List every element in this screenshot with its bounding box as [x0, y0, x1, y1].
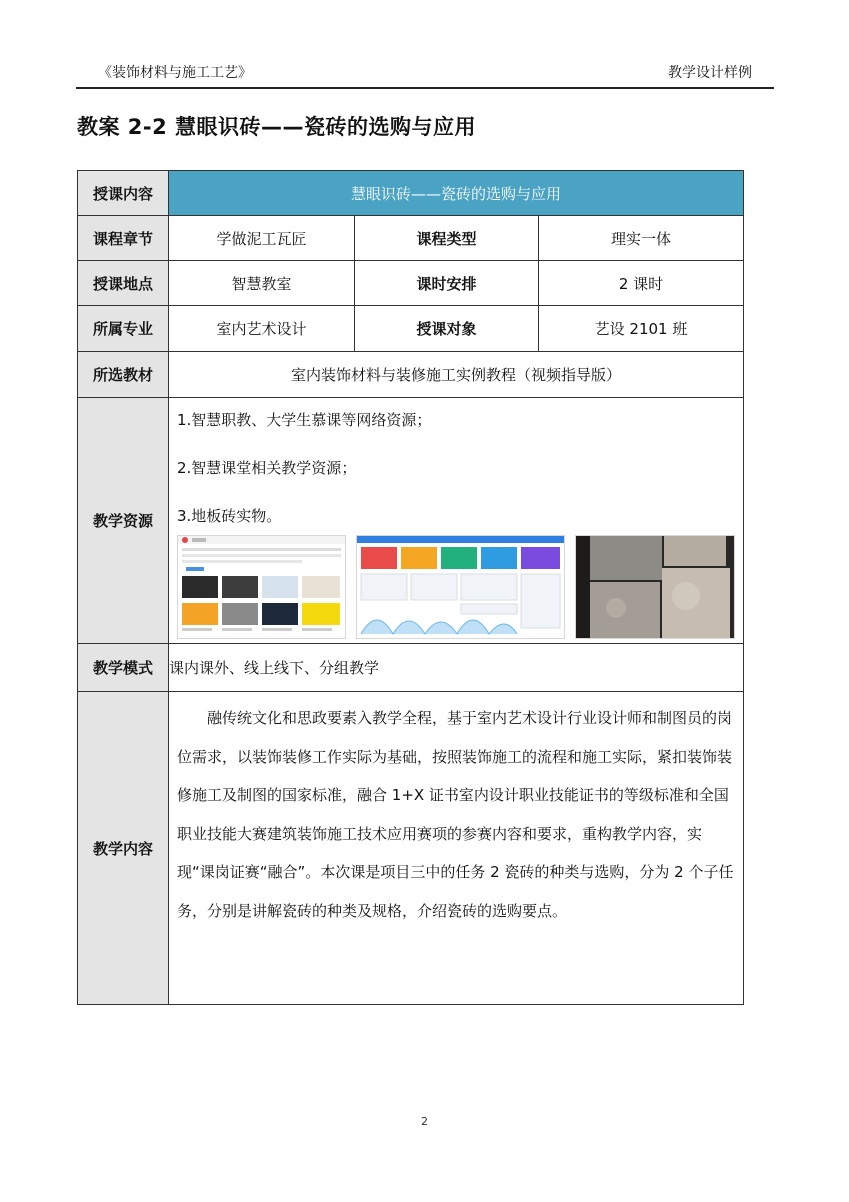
content-cell — [169, 692, 744, 1005]
header-doc-type: 教学设计样例 — [668, 65, 752, 81]
place-label: 授课地点 — [78, 261, 169, 306]
major-label: 所属专业 — [78, 306, 169, 352]
textbook-value: 室内装饰材料与装修施工实例教程（视频指导版） — [169, 352, 744, 398]
row-major — [78, 306, 744, 352]
mode-value: 课内课外、线上线下、分组教学 — [169, 644, 744, 692]
mooc-site-screenshot — [177, 535, 346, 639]
place-value: 智慧教室 — [169, 261, 355, 306]
row-topic — [78, 171, 744, 216]
resource-item-2: 2.智慧课堂相关教学资源； — [177, 459, 357, 477]
course-type-value: 理实一体 — [539, 216, 744, 261]
topic-label: 授课内容 — [78, 171, 169, 216]
resources-label: 教学资源 — [78, 398, 169, 644]
chapter-value: 学做泥工瓦匠 — [169, 216, 355, 261]
row-content — [78, 692, 744, 1005]
row-chapter — [78, 216, 744, 261]
content-label: 教学内容 — [78, 692, 169, 1005]
smart-classroom-screenshot — [356, 535, 565, 639]
page-number: 2 — [421, 1115, 428, 1128]
hours-label: 课时安排 — [355, 261, 539, 306]
page-title: 教案 2-2 慧眼识砖——瓷砖的选购与应用 — [77, 115, 477, 139]
content-paragraph: 融传统文化和思政要素入教学全程，基于室内艺术设计行业设计师和制图员的岗位需求，以装饰装修工作实际为基础，按照装饰施工的流程和施工实际，紧扣装饰装修施工及制图的国家标准，融合 1+X 证书室内设计职业技能证书的等级标准和全国职业技能大赛建筑装饰施工技术应用赛项的参赛内容和要求，重构教学内容，实现“课岗证赛“融合”。本次课是项目三中的任务 2 瓷砖的种类与选购，分为 2 个子任务，分别是讲解瓷砖的种类及规格，介绍瓷砖的选购要点。 — [177, 709, 734, 920]
textbook-label: 所选教材 — [78, 352, 169, 398]
resources-cell — [169, 398, 744, 644]
major-value: 室内艺术设计 — [169, 306, 355, 352]
resource-item-3: 3.地板砖实物。 — [177, 507, 282, 525]
hours-value: 2 课时 — [539, 261, 744, 306]
audience-value: 艺设 2101 班 — [539, 306, 744, 352]
mode-label: 教学模式 — [78, 644, 169, 692]
audience-label: 授课对象 — [355, 306, 539, 352]
topic-value: 慧眼识砖——瓷砖的选购与应用 — [169, 171, 744, 216]
chapter-label: 课程章节 — [78, 216, 169, 261]
header-rule — [76, 87, 774, 89]
row-place — [78, 261, 744, 306]
resource-item-1: 1.智慧职教、大学生慕课等网络资源； — [177, 411, 432, 429]
resource-images — [169, 527, 743, 639]
floor-tile-photo — [575, 535, 735, 639]
course-type-label: 课程类型 — [355, 216, 539, 261]
lesson-plan-table — [77, 170, 744, 1005]
row-resources — [78, 398, 744, 644]
row-textbook — [78, 352, 744, 398]
header-book-title: 《装饰材料与施工工艺》 — [98, 65, 252, 81]
row-mode — [78, 644, 744, 692]
